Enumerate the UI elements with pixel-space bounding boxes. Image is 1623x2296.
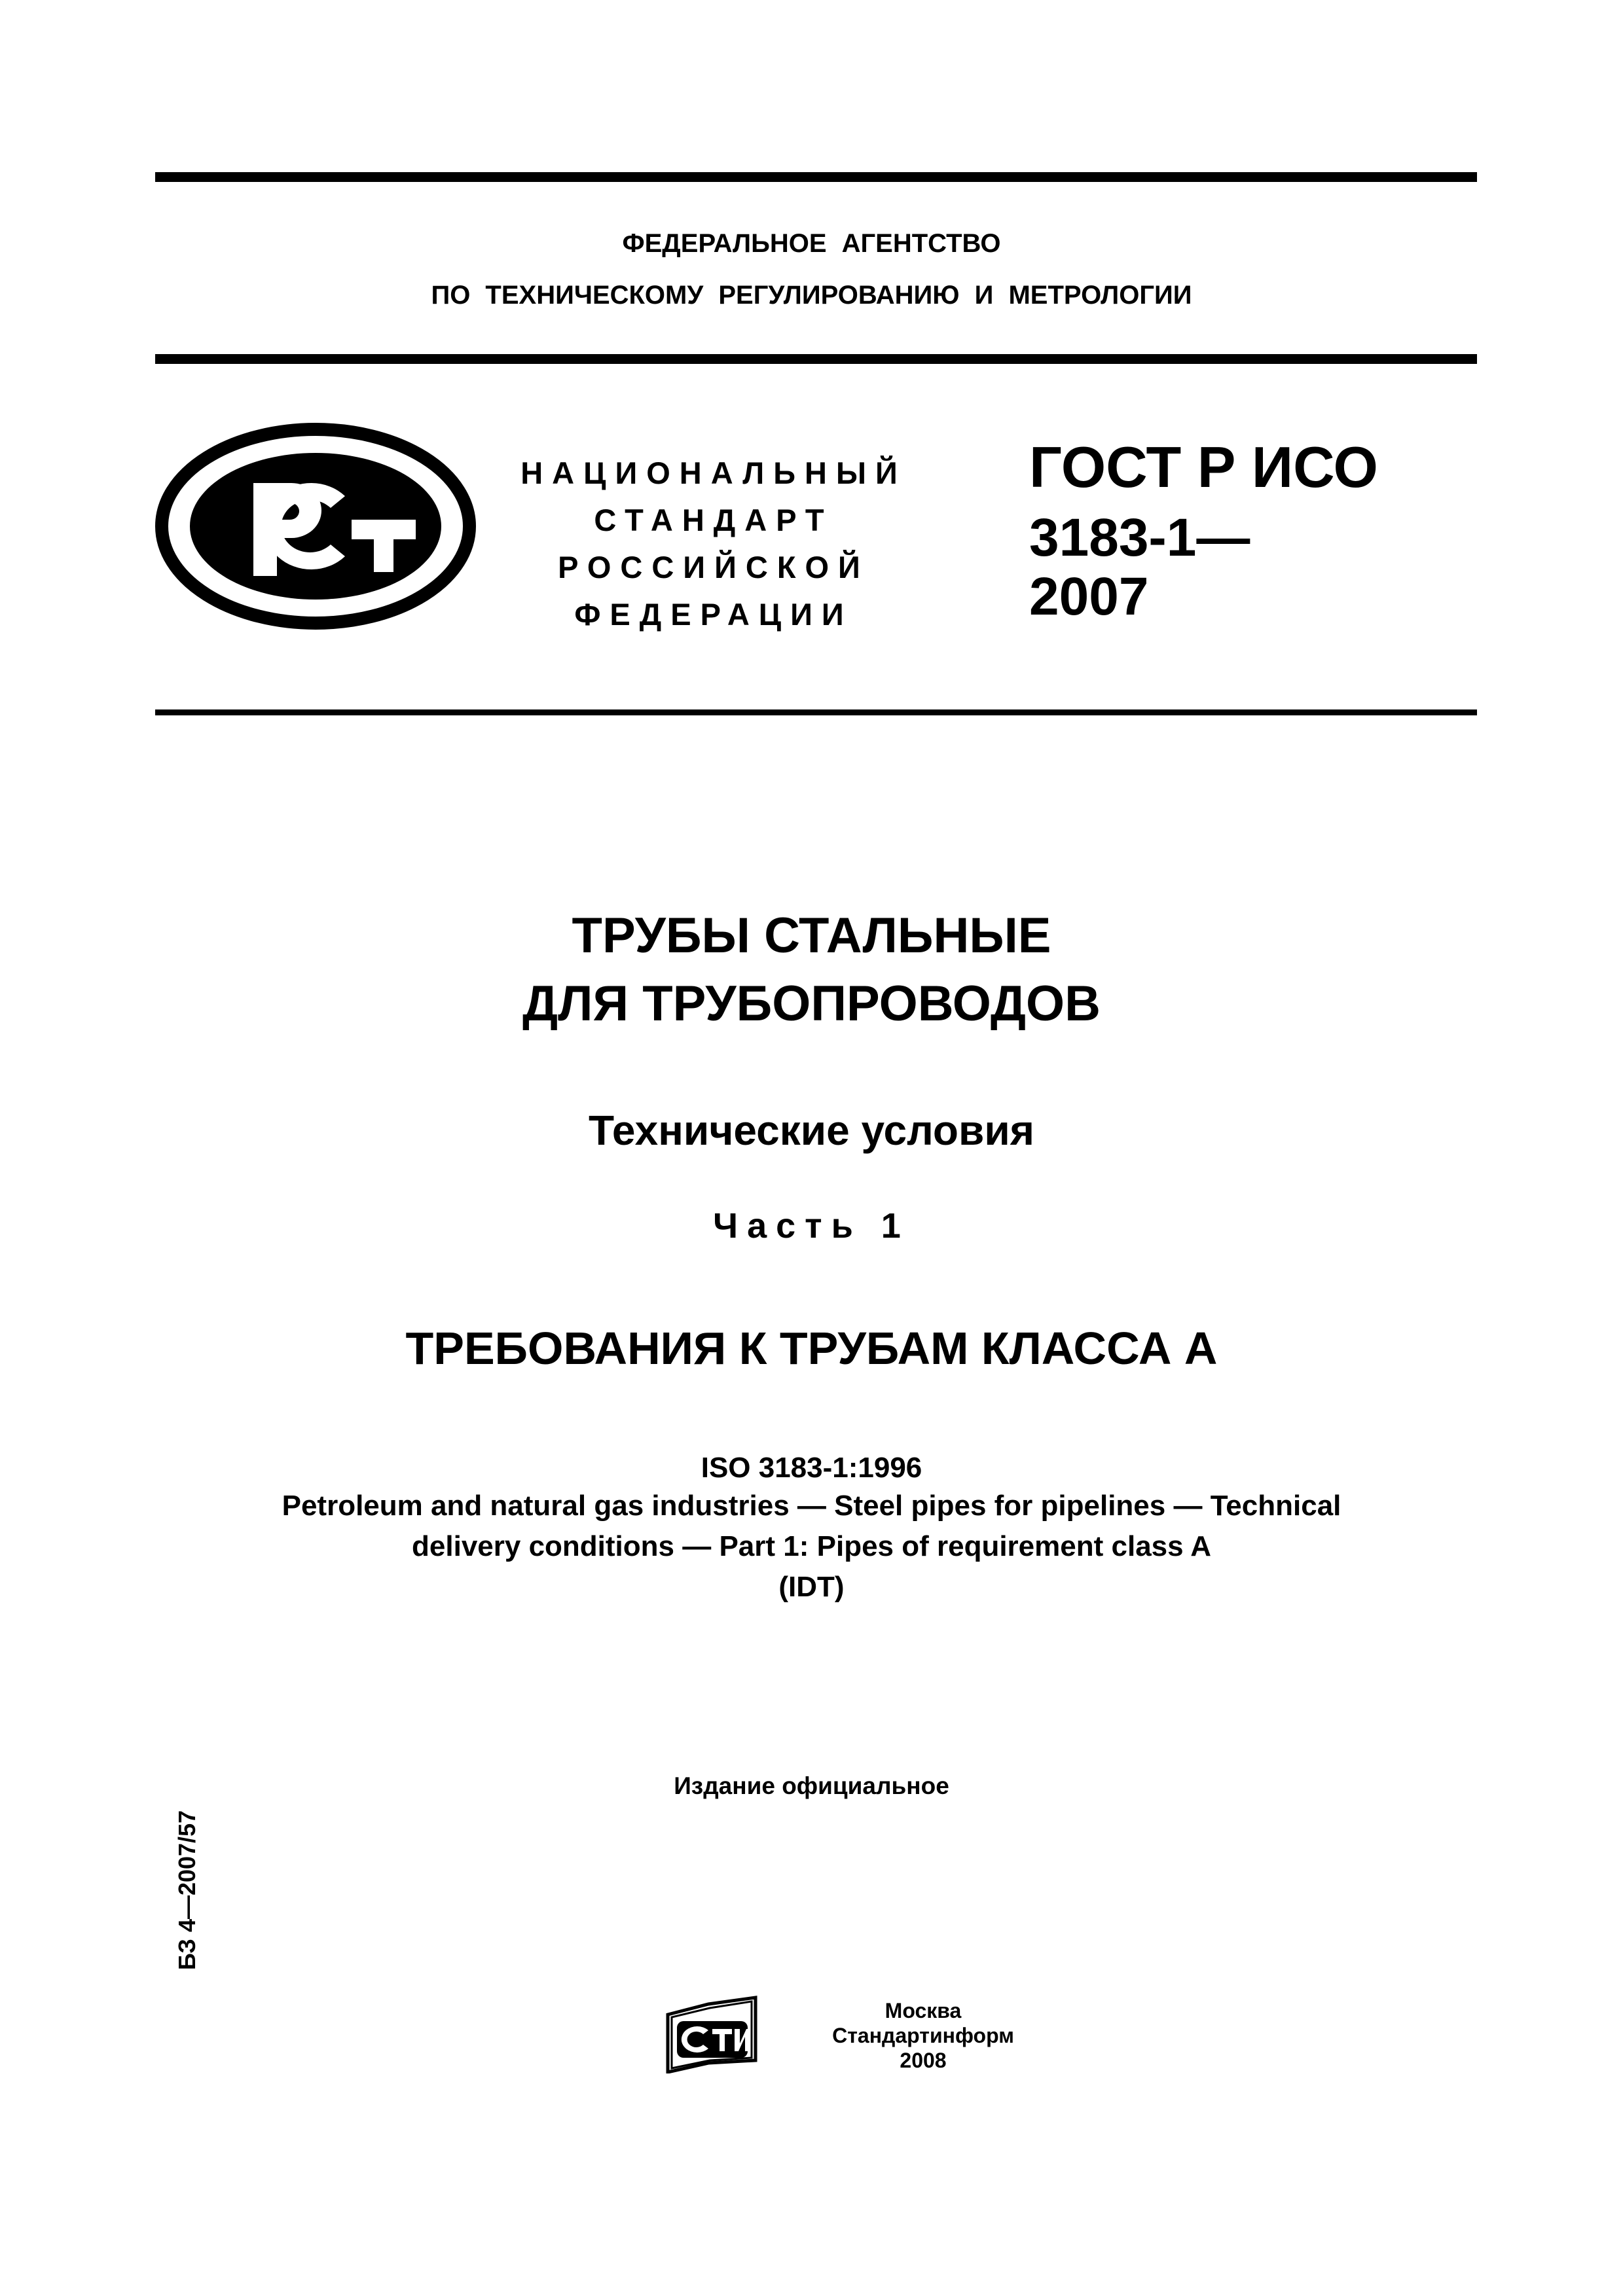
top-rule [155, 172, 1477, 182]
subtitle: Технические условия [588, 1107, 1035, 1154]
national-standard-line-2: СТАНДАРТ [594, 503, 833, 537]
standard-number-line-1 [1029, 435, 1378, 499]
iso-title-line-2: delivery conditions — Part 1: Pipes of requirement class A [412, 1530, 1211, 1562]
iso-title-line-1: Petroleum and natural gas industries — Steel pipes for pipelines — Technical [282, 1490, 1341, 1522]
iso-code: ISO 3183-1:1996 [701, 1452, 922, 1484]
publisher-year: 2008 [900, 2049, 947, 2072]
part-label: Часть 1 [713, 1206, 910, 1246]
standard-bottom-rule [155, 709, 1477, 715]
standartinform-logo-icon [663, 1995, 761, 2073]
header-bottom-rule [155, 354, 1477, 364]
agency-line-1: ФЕДЕРАЛЬНОЕ АГЕНТСТВО [622, 229, 1001, 258]
national-standard-line-4: ФЕДЕРАЦИИ [574, 597, 853, 632]
requirement-title: ТРЕБОВАНИЯ К ТРУБАМ КЛАССА А [405, 1323, 1218, 1374]
agency-line-2: ПО ТЕХНИЧЕСКОМУ РЕГУЛИРОВАНИЮ И МЕТРОЛОГИИ [431, 281, 1192, 310]
iso-equivalence: (IDT) [778, 1571, 845, 1603]
national-standard-line-3: РОССИЙСКОЙ [558, 550, 869, 584]
rst-logo-icon [155, 423, 476, 630]
standard-number-prefix: ГОСТ Р ИСО [1029, 435, 1378, 499]
title-line-2: ДЛЯ ТРУБОПРОВОДОВ [522, 976, 1101, 1031]
standard-number-line-2: 3183-1— [1029, 508, 1250, 567]
publisher-name: Стандартинформ [832, 2024, 1014, 2047]
national-standard-line-1: НАЦИОНАЛЬНЫЙ [520, 456, 907, 490]
standard-number-line-3: 2007 [1029, 567, 1149, 626]
title-line-1: ТРУБЫ СТАЛЬНЫЕ [572, 908, 1051, 963]
side-code: БЗ 4—2007/57 [173, 1810, 200, 1970]
publisher-city: Москва [884, 1999, 962, 2022]
edition-label: Издание официальное [674, 1772, 949, 1799]
